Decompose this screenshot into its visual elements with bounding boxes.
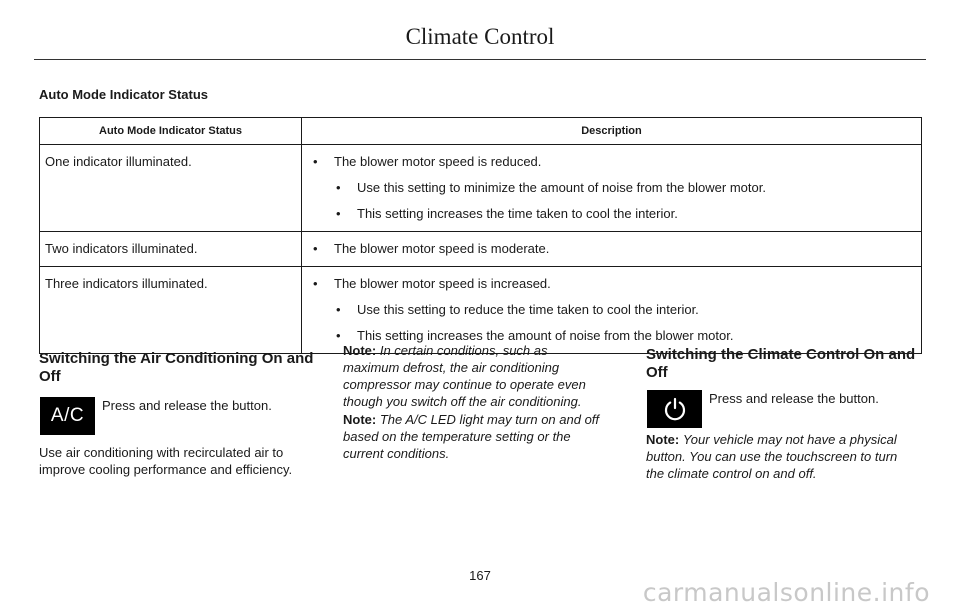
sub-bullet-item [307,179,915,197]
description-cell [302,267,922,354]
power-icon [647,390,702,428]
note-ac-led: Note: The A/C LED light may turn on and off based on the temperature setting or the current conditions. [343,412,600,461]
ac-press-instruction: Press and release the button. [102,398,272,413]
climate-press-instruction: Press and release the button. [709,391,879,406]
bullet-icon: • [336,180,341,195]
status-cell: Two indicators illuminated. [40,232,302,267]
sub-bullet-item [307,205,915,223]
bullet-text: The blower motor speed is moderate. [334,241,550,256]
column-header-status: Auto Mode Indicator Status [40,118,302,145]
sub-bullet-item [307,301,915,319]
watermark: carmanualsonline.info [642,578,930,607]
bullet-icon: • [313,154,318,169]
indicator-status-table [39,117,922,354]
bullet-icon: • [336,302,341,317]
ac-section-heading: Switching the Air Conditioning On and Off [39,350,314,385]
column-header-description: Description [302,118,922,145]
bullet-icon: • [336,206,341,221]
bullet-text: The blower motor speed is increased. [334,276,551,291]
description-cell [302,145,922,232]
status-cell: One indicator illuminated. [40,145,302,232]
bullet-icon: • [336,328,341,343]
status-cell: Three indicators illuminated. [40,267,302,354]
bullet-item [307,153,915,171]
note-defrost: Note: In certain conditions, such as maximum defrost, the air conditioning compressor may continue to operate even though you switch off the air conditioning. [343,343,586,409]
table-row [40,267,922,354]
bullet-text: This setting increases the time taken to cool the interior. [357,206,678,221]
bullet-icon: • [313,241,318,256]
ac-button-icon: A/C [40,397,95,435]
header-divider [34,59,926,60]
bullet-text: This setting increases the amount of noise from the blower motor. [357,328,734,343]
table-row [40,232,922,267]
bullet-icon: • [313,276,318,291]
table-header-row [40,118,922,145]
bullet-text: The blower motor speed is reduced. [334,154,542,169]
bullet-text: Use this setting to minimize the amount of noise from the blower motor. [357,180,766,195]
climate-section-heading: Switching the Climate Control On and Off [646,346,916,381]
note-touchscreen: Note: Your vehicle may not have a physical button. You can use the touchscreen to turn the climate control on and off. [646,432,898,481]
bullet-item [307,275,915,293]
bullet-text: Use this setting to reduce the time taken to cool the interior. [357,302,699,317]
section-title: Auto Mode Indicator Status [39,87,208,102]
page-number: 167 [469,568,491,583]
bullet-item [307,240,915,258]
description-cell [302,232,922,267]
power-symbol [662,396,688,422]
ac-body-text: Use air conditioning with recirculated air to improve cooling performance and efficiency. [39,445,293,477]
page-title: Climate Control [405,24,555,49]
table-row [40,145,922,232]
